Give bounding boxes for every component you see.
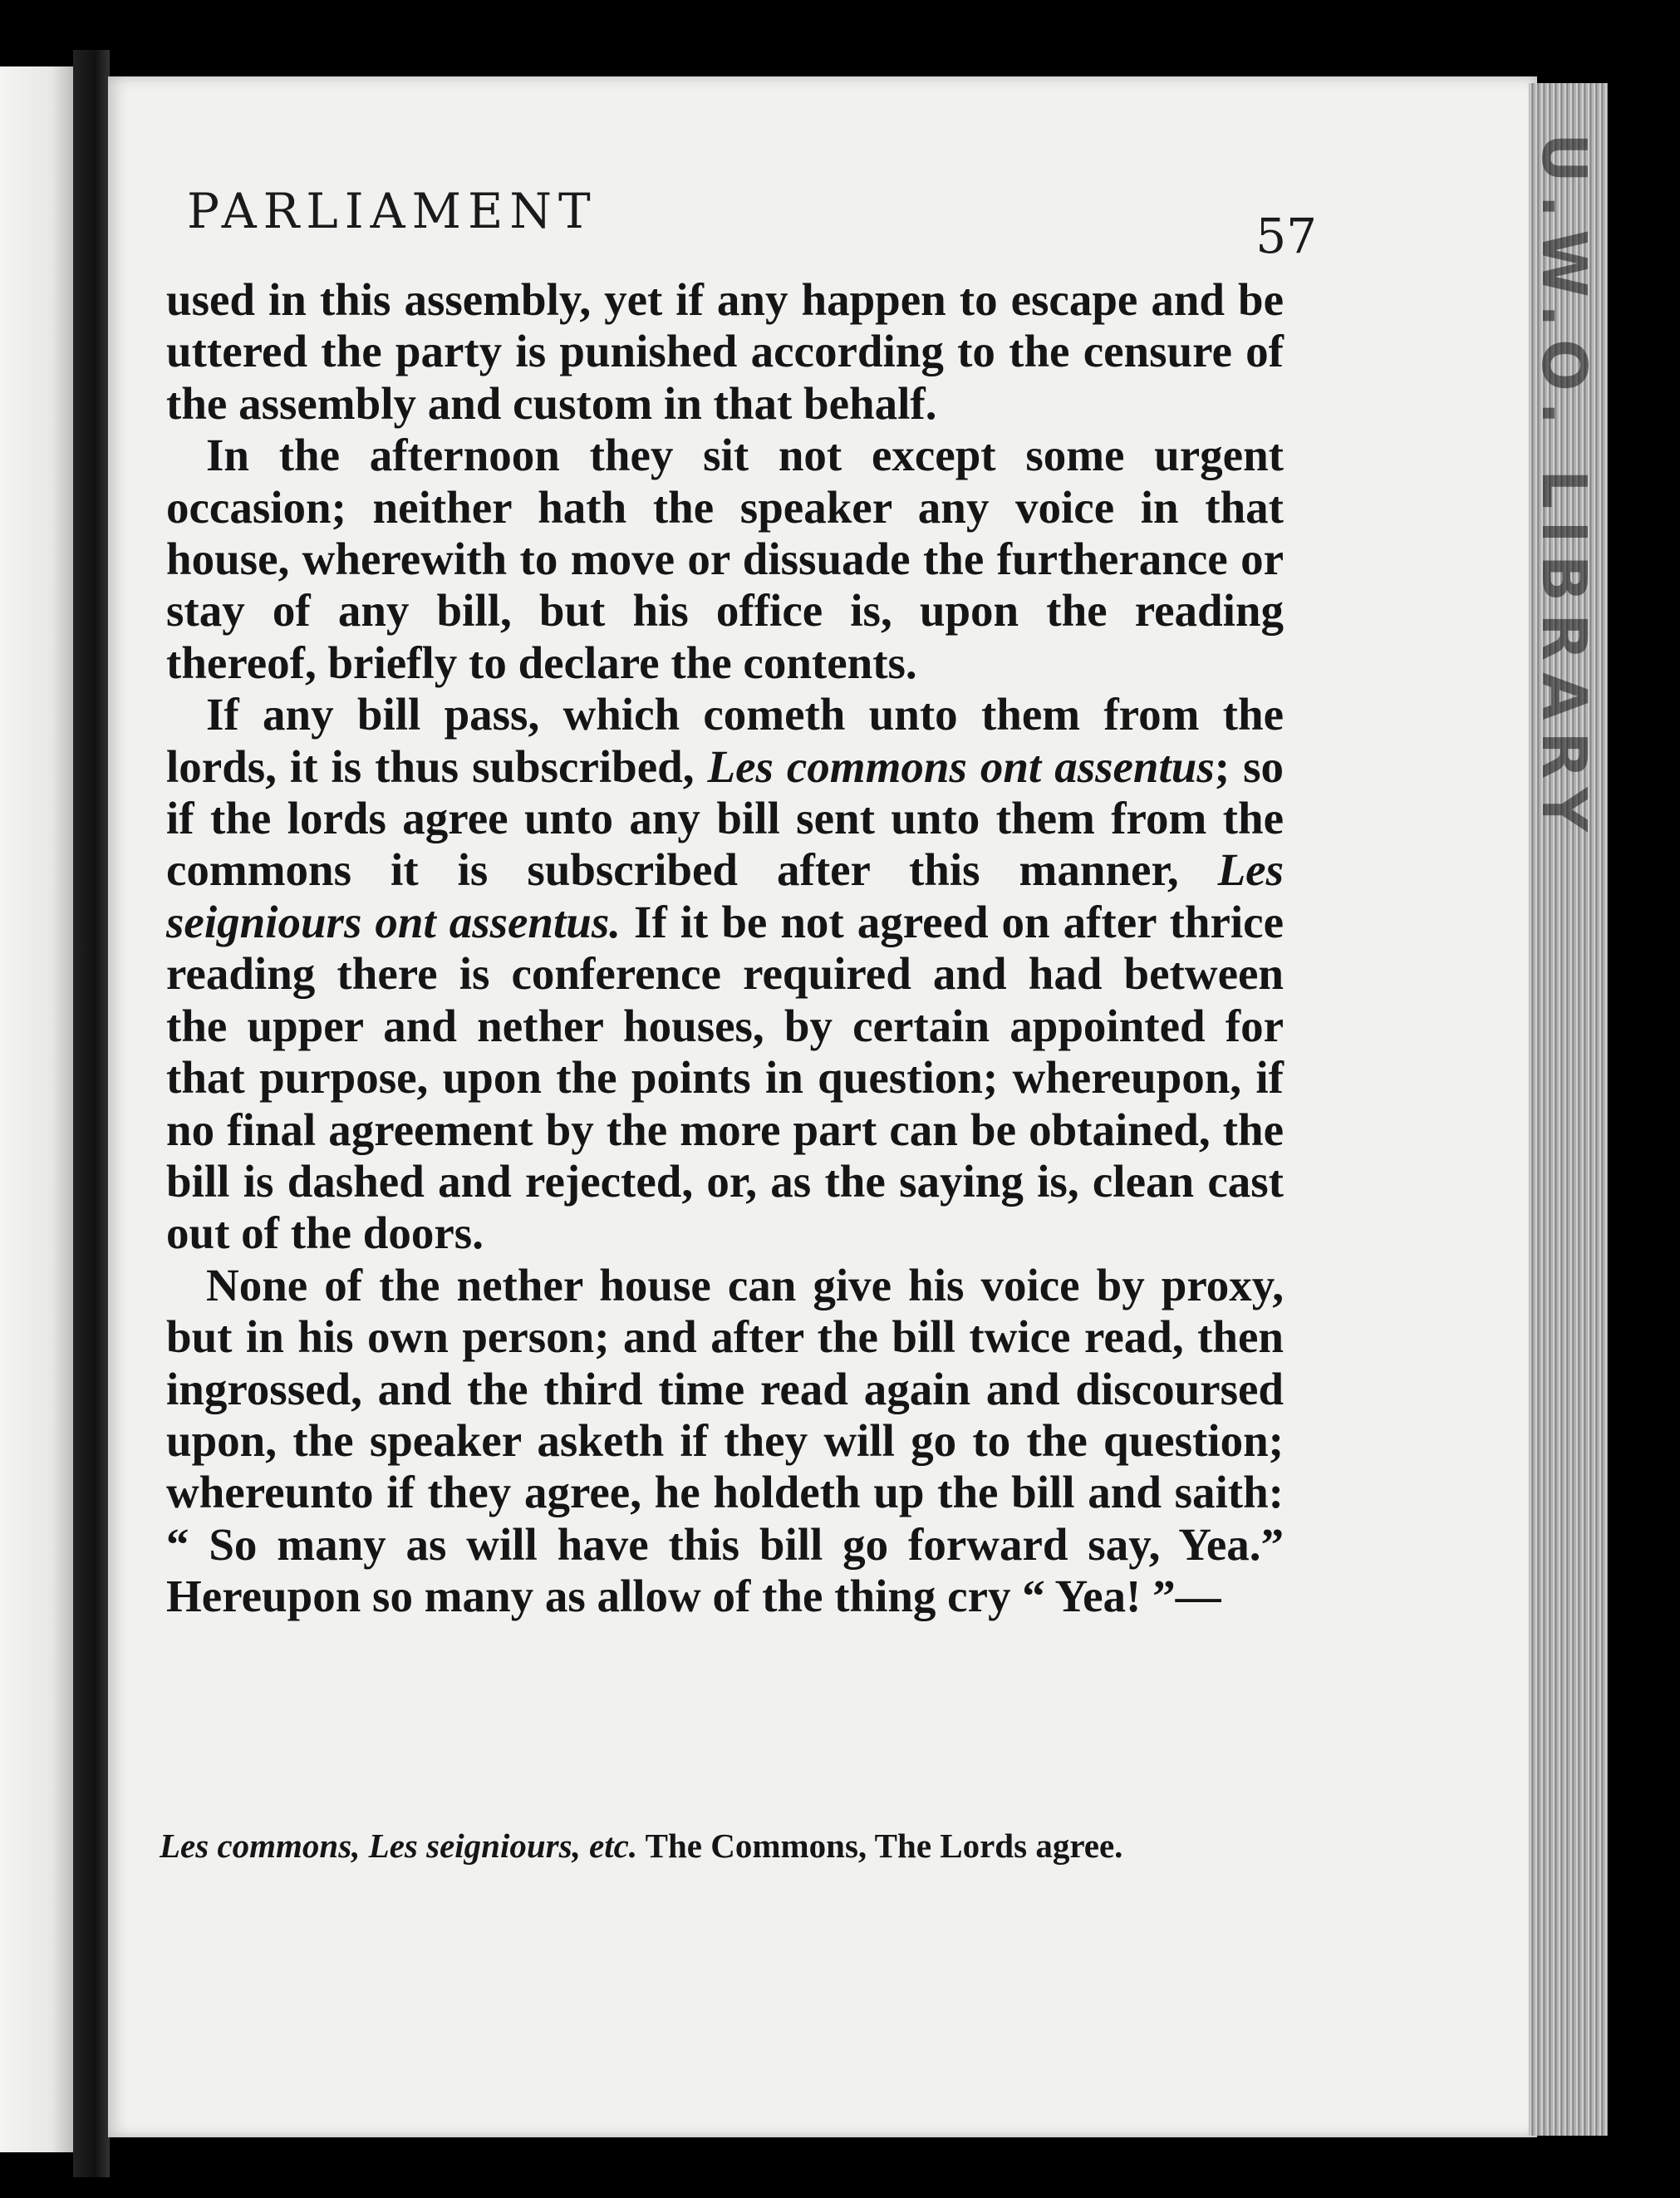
body-text [166, 274, 1284, 1623]
text-run: used in this assembly, yet if any happen to escape and be uttered the party is punished according to the censure of the assembly and custom in that behalf. [166, 274, 1284, 429]
paragraph [166, 430, 1284, 689]
page-number: 57 [1255, 208, 1317, 264]
running-head: PARLIAMENT [187, 183, 597, 239]
paragraph [166, 1260, 1284, 1623]
library-edge-stamp: U.W.O. LIBRARY [1528, 133, 1599, 843]
footnote-gloss: The Commons, The Lords agree. [637, 1827, 1123, 1865]
paragraph [166, 689, 1284, 1259]
text-run: ; so if the lords agree unto any bill sent unto them from the commons it is subscribed after this manner, [166, 740, 1284, 896]
footnote [160, 1828, 1265, 1863]
book-gutter [73, 50, 110, 2177]
text-run: If any bill pass, which cometh unto them from the lords, it is thus subscribed, [166, 689, 1284, 792]
text-run: If it be not agreed on after thrice reading there is conference required and had between the upper and nether houses, by certain appointed for that purpose, upon the points in question; whereupon, if no final agreement by the more part can be obtained, the bill is dashed and rejected, or, as the saying is, clean cast out of the doors. [166, 896, 1284, 1259]
italic-phrase: Les seigniours ont assentus. [166, 844, 1284, 947]
text-run: None of the nether house can give his voice by proxy, but in his own person; and after the bill twice read, then ingrossed, and the third time read again and discoursed upon, the speaker asketh if they will go to the question; whereunto if they agree, he holdeth up the bill and saith: “ So many as will have this bill go forward say, Yea.” Hereupon so many as allow of the thing cry “ Yea! ”— [166, 1259, 1284, 1622]
facing-page-edge [0, 66, 73, 2152]
footnote-term: Les commons, Les seigniours, etc. [160, 1827, 638, 1865]
italic-phrase: Les commons ont assentus [707, 740, 1215, 792]
paragraph [166, 274, 1284, 430]
text-run: In the afternoon they sit not except some urgent occasion; neither hath the speaker any voice in that house, wherewith to move or dissuade the furtherance or stay of any bill, but his office is, upon the reading thereof, briefly to declare the contents. [166, 430, 1284, 688]
